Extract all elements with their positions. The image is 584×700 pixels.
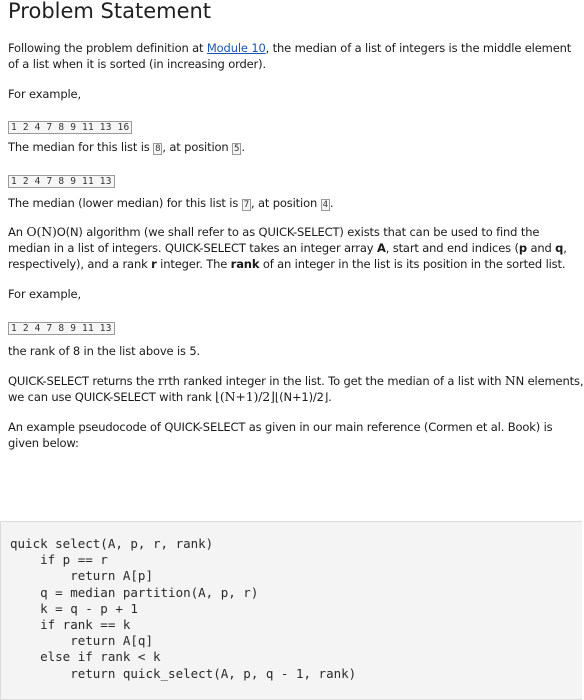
- qs-text-1: QUICK-SELECT returns the: [8, 374, 158, 388]
- qs-text-3: N elements, we can use QUICK-SELECT with rank: [8, 374, 584, 404]
- algo-text-7: of an integer in the list is its position in the sorted list.: [259, 257, 566, 271]
- code-line: if rank == k: [10, 617, 131, 633]
- pseudocode-intro: An example pseudocode of QUICK-SELECT as given in our main reference (Cormen et al. Book) is given below:: [8, 420, 553, 450]
- pseudocode-block: [0, 521, 582, 700]
- intro-text-rest: , the median of a list of integers is the middle element of a list when it is sorted (in increasing order).: [8, 41, 572, 71]
- example-list-b: 1 2 4 7 8 9 11 13: [8, 175, 115, 188]
- median-a-text-2: , at position: [162, 140, 233, 154]
- var-p: p: [518, 241, 527, 255]
- median-b-text: The median (lower median) for this list is: [8, 196, 242, 210]
- example-list-a: 1 2 4 7 8 9 11 13 16: [8, 121, 132, 134]
- var-q: q: [555, 241, 564, 255]
- example-list-a-row: [8, 115, 584, 133]
- example-list-c-row: [8, 316, 584, 334]
- math-n: N: [504, 373, 516, 388]
- intro-text: Following the problem definition at: [8, 41, 207, 55]
- algo-text-5: , respectively), and a rank: [8, 241, 567, 271]
- math-r: r: [157, 373, 164, 388]
- for-example-label-2: For example,: [8, 287, 81, 301]
- code-line: quick select(A, p, r, rank): [10, 536, 214, 551]
- median-b-text-3: .: [329, 196, 334, 210]
- for-example-label: For example,: [8, 87, 81, 101]
- median-a-sentence: [8, 139, 584, 155]
- median-a-text: The median for this list is: [8, 140, 154, 154]
- rank-sentence: the rank of 8 in the list above is 5.: [8, 344, 201, 358]
- code-line: else if rank < k: [10, 649, 161, 665]
- algorithm-paragraph: [8, 224, 584, 272]
- median-a-text-3: .: [241, 140, 245, 154]
- code-line: q = median partition(A, p, r): [10, 584, 259, 600]
- module-10-link[interactable]: Module 10: [206, 41, 266, 55]
- example-list-b-row: [8, 169, 584, 187]
- algo-text-1: An: [8, 225, 27, 239]
- page-title: Problem Statement: [8, 0, 212, 23]
- code-line: if p == r: [10, 552, 108, 568]
- median-a-value: 8: [155, 144, 161, 154]
- math-floor-median: ⌊(N+1)/2⌋: [215, 389, 275, 404]
- algo-text-2: O(N) algorithm (we shall refer to as QUICK-SELECT) exists that can be used to find the median in a list of integers. QUICK-SELECT takes an integer array: [8, 225, 540, 255]
- code-line: return A[p]: [10, 568, 153, 584]
- median-b-text-2: , at position: [250, 196, 321, 210]
- math-o-n: O(N): [26, 224, 57, 239]
- qs-text-4: ⌊(N+1)/2⌋.: [274, 390, 332, 404]
- code-line: return A[q]: [10, 633, 153, 649]
- qs-text-2: rth ranked integer in the list. To get the median of a list with: [163, 374, 505, 388]
- var-r: r: [151, 257, 157, 271]
- median-b-position: 4: [322, 200, 328, 210]
- algo-text-3: , start and end indices (: [385, 241, 519, 255]
- example-list-c: 1 2 4 7 8 9 11 13: [8, 322, 115, 335]
- code-line: return quick_select(A, p, q - 1, rank): [10, 665, 357, 681]
- intro-paragraph: [8, 40, 584, 72]
- quick-select-paragraph: [8, 373, 584, 405]
- code-line: k = q - p + 1: [10, 600, 138, 616]
- median-b-value: 7: [243, 200, 249, 210]
- algo-text-6: integer. The: [156, 257, 231, 271]
- median-a-position: 5: [234, 144, 240, 154]
- median-b-sentence: [8, 195, 584, 211]
- var-A: A: [376, 241, 386, 255]
- term-rank: rank: [230, 257, 260, 271]
- algo-text-4: and: [526, 241, 556, 255]
